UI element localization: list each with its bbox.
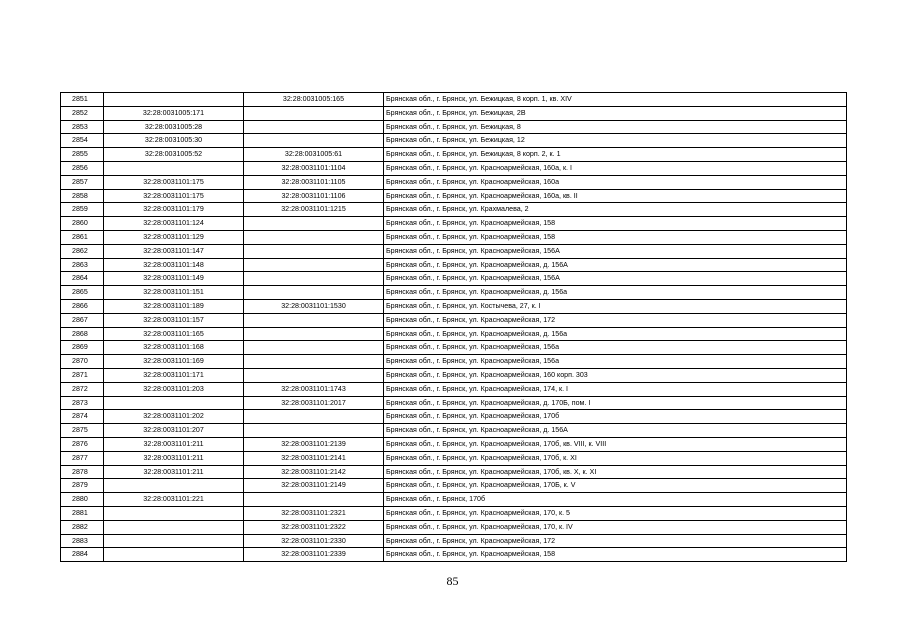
table-row [61, 465, 847, 479]
address-cell: Брянская обл., г. Брянск, ул. Красноармейская, д. 156а [384, 327, 847, 341]
table-row [61, 520, 847, 534]
row-number-cell: 2860 [61, 217, 104, 231]
address-cell: Брянская обл., г. Брянск, ул. Красноармейская, 156А [384, 244, 847, 258]
cadastral-number-cell: 32:28:0031101:157 [104, 313, 244, 327]
cadastral-number-cell: 32:28:0031101:207 [104, 424, 244, 438]
table-row [61, 410, 847, 424]
address-cell: Брянская обл., г. Брянск, ул. Бежицкая, 12 [384, 134, 847, 148]
object-cadastral-number-cell [244, 355, 384, 369]
address-cell: Брянская обл., г. Брянск, ул. Красноармейская, д. 156А [384, 424, 847, 438]
table-row [61, 148, 847, 162]
object-cadastral-number-cell: 32:28:0031101:1743 [244, 382, 384, 396]
row-number-cell: 2879 [61, 479, 104, 493]
table-row [61, 203, 847, 217]
object-cadastral-number-cell [244, 341, 384, 355]
cadastral-number-cell: 32:28:0031101:149 [104, 272, 244, 286]
cadastral-number-cell [104, 534, 244, 548]
table-row [61, 506, 847, 520]
object-cadastral-number-cell: 32:28:0031101:2339 [244, 548, 384, 562]
cadastral-number-cell [104, 548, 244, 562]
table-row [61, 493, 847, 507]
object-cadastral-number-cell: 32:28:0031101:2142 [244, 465, 384, 479]
address-cell: Брянская обл., г. Брянск, ул. Красноармейская, 172 [384, 534, 847, 548]
cadastral-number-cell: 32:28:0031101:175 [104, 175, 244, 189]
cadastral-number-cell: 32:28:0031101:171 [104, 368, 244, 382]
object-cadastral-number-cell [244, 368, 384, 382]
cadastral-number-cell: 32:28:0031005:28 [104, 120, 244, 134]
cadastral-number-cell: 32:28:0031101:211 [104, 451, 244, 465]
table-row [61, 120, 847, 134]
address-cell: Брянская обл., г. Брянск, ул. Красноармейская, 158 [384, 217, 847, 231]
table-row [61, 451, 847, 465]
cadastral-number-cell: 32:28:0031101:179 [104, 203, 244, 217]
address-cell: Брянская обл., г. Брянск, ул. Красноармейская, 160а, кв. II [384, 189, 847, 203]
address-cell: Брянская обл., г. Брянск, ул. Бежицкая, 8 [384, 120, 847, 134]
address-cell: Брянская обл., г. Брянск, ул. Красноармейская, 172 [384, 313, 847, 327]
row-number-cell: 2875 [61, 424, 104, 438]
table-row [61, 368, 847, 382]
row-number-cell: 2869 [61, 341, 104, 355]
object-cadastral-number-cell [244, 106, 384, 120]
table-row [61, 258, 847, 272]
row-number-cell: 2853 [61, 120, 104, 134]
page-number: 85 [446, 574, 459, 588]
address-cell: Брянская обл., г. Брянск, ул. Красноармейская, 170б, кв. VIII, к. VIII [384, 437, 847, 451]
table-row [61, 341, 847, 355]
object-cadastral-number-cell: 32:28:0031101:1104 [244, 161, 384, 175]
row-number-cell: 2867 [61, 313, 104, 327]
object-cadastral-number-cell [244, 134, 384, 148]
registry-table [60, 92, 847, 562]
row-number-cell: 2855 [61, 148, 104, 162]
cadastral-number-cell [104, 520, 244, 534]
row-number-cell: 2872 [61, 382, 104, 396]
table-row [61, 396, 847, 410]
address-cell: Брянская обл., г. Брянск, ул. Красноармейская, 170, к. IV [384, 520, 847, 534]
object-cadastral-number-cell [244, 286, 384, 300]
address-cell: Брянская обл., г. Брянск, ул. Красноармейская, д. 156А [384, 258, 847, 272]
cadastral-number-cell: 32:28:0031005:171 [104, 106, 244, 120]
table-row [61, 134, 847, 148]
cadastral-number-cell [104, 161, 244, 175]
cadastral-number-cell: 32:28:0031101:124 [104, 217, 244, 231]
table-row [61, 424, 847, 438]
object-cadastral-number-cell: 32:28:0031101:1215 [244, 203, 384, 217]
cadastral-number-cell: 32:28:0031101:165 [104, 327, 244, 341]
table-row [61, 217, 847, 231]
cadastral-number-cell: 32:28:0031101:211 [104, 437, 244, 451]
cadastral-number-cell: 32:28:0031101:175 [104, 189, 244, 203]
object-cadastral-number-cell [244, 217, 384, 231]
address-cell: Брянская обл., г. Брянск, ул. Красноармейская, 158 [384, 230, 847, 244]
table-row [61, 437, 847, 451]
row-number-cell: 2852 [61, 106, 104, 120]
row-number-cell: 2876 [61, 437, 104, 451]
cadastral-number-cell [104, 396, 244, 410]
object-cadastral-number-cell: 32:28:0031101:1105 [244, 175, 384, 189]
row-number-cell: 2858 [61, 189, 104, 203]
row-number-cell: 2854 [61, 134, 104, 148]
address-cell: Брянская обл., г. Брянск, ул. Красноармейская, 156А [384, 272, 847, 286]
address-cell: Брянская обл., г. Брянск, ул. Красноармейская, 160а [384, 175, 847, 189]
table-row [61, 244, 847, 258]
object-cadastral-number-cell [244, 244, 384, 258]
cadastral-number-cell: 32:28:0031101:129 [104, 230, 244, 244]
row-number-cell: 2859 [61, 203, 104, 217]
object-cadastral-number-cell [244, 313, 384, 327]
object-cadastral-number-cell: 32:28:0031101:2330 [244, 534, 384, 548]
cadastral-number-cell [104, 93, 244, 107]
address-cell: Брянская обл., г. Брянск, ул. Красноармейская, 170, к. 5 [384, 506, 847, 520]
table-row [61, 272, 847, 286]
object-cadastral-number-cell: 32:28:0031005:61 [244, 148, 384, 162]
object-cadastral-number-cell: 32:28:0031101:2322 [244, 520, 384, 534]
address-cell: Брянская обл., г. Брянск, ул. Бежицкая, 8 корп. 2, к. 1 [384, 148, 847, 162]
address-cell: Брянская обл., г. Брянск, 170б [384, 493, 847, 507]
table-row [61, 175, 847, 189]
table-row [61, 189, 847, 203]
address-cell: Брянская обл., г. Брянск, ул. Красноармейская, 170б [384, 410, 847, 424]
cadastral-number-cell: 32:28:0031101:151 [104, 286, 244, 300]
row-number-cell: 2880 [61, 493, 104, 507]
cadastral-number-cell: 32:28:0031101:189 [104, 299, 244, 313]
cadastral-number-cell: 32:28:0031101:203 [104, 382, 244, 396]
address-cell: Брянская обл., г. Брянск, ул. Красноармейская, 156а [384, 355, 847, 369]
row-number-cell: 2882 [61, 520, 104, 534]
object-cadastral-number-cell [244, 424, 384, 438]
row-number-cell: 2865 [61, 286, 104, 300]
table-row [61, 161, 847, 175]
address-cell: Брянская обл., г. Брянск, ул. Красноармейская, 156а [384, 341, 847, 355]
table-row [61, 355, 847, 369]
object-cadastral-number-cell [244, 230, 384, 244]
row-number-cell: 2870 [61, 355, 104, 369]
address-cell: Брянская обл., г. Брянск, ул. Костычева, 27, к. I [384, 299, 847, 313]
object-cadastral-number-cell: 32:28:0031101:2321 [244, 506, 384, 520]
table-row [61, 106, 847, 120]
table-row [61, 93, 847, 107]
registry-table-body [61, 93, 847, 562]
row-number-cell: 2857 [61, 175, 104, 189]
row-number-cell: 2856 [61, 161, 104, 175]
table-row [61, 230, 847, 244]
table-row [61, 479, 847, 493]
object-cadastral-number-cell: 32:28:0031005:165 [244, 93, 384, 107]
cadastral-number-cell [104, 479, 244, 493]
address-cell: Брянская обл., г. Брянск, ул. Красноармейская, 170б, кв. X, к. XI [384, 465, 847, 479]
table-row [61, 286, 847, 300]
row-number-cell: 2861 [61, 230, 104, 244]
row-number-cell: 2877 [61, 451, 104, 465]
row-number-cell: 2874 [61, 410, 104, 424]
cadastral-number-cell: 32:28:0031101:169 [104, 355, 244, 369]
row-number-cell: 2878 [61, 465, 104, 479]
address-cell: Брянская обл., г. Брянск, ул. Бежицкая, 8 корп. 1, кв. XIV [384, 93, 847, 107]
object-cadastral-number-cell [244, 272, 384, 286]
cadastral-number-cell: 32:28:0031101:211 [104, 465, 244, 479]
object-cadastral-number-cell [244, 258, 384, 272]
row-number-cell: 2862 [61, 244, 104, 258]
object-cadastral-number-cell: 32:28:0031101:1530 [244, 299, 384, 313]
cadastral-number-cell: 32:28:0031101:148 [104, 258, 244, 272]
row-number-cell: 2864 [61, 272, 104, 286]
object-cadastral-number-cell: 32:28:0031101:2017 [244, 396, 384, 410]
object-cadastral-number-cell: 32:28:0031101:2141 [244, 451, 384, 465]
cadastral-number-cell: 32:28:0031005:30 [104, 134, 244, 148]
address-cell: Брянская обл., г. Брянск, ул. Красноармейская, 170б, к. XI [384, 451, 847, 465]
row-number-cell: 2883 [61, 534, 104, 548]
table-row [61, 327, 847, 341]
address-cell: Брянская обл., г. Брянск, ул. Бежицкая, 2В [384, 106, 847, 120]
address-cell: Брянская обл., г. Брянск, ул. Крахмалева, 2 [384, 203, 847, 217]
cadastral-number-cell [104, 506, 244, 520]
cadastral-number-cell: 32:28:0031101:147 [104, 244, 244, 258]
cadastral-number-cell: 32:28:0031101:221 [104, 493, 244, 507]
table-row [61, 548, 847, 562]
table-row [61, 382, 847, 396]
row-number-cell: 2866 [61, 299, 104, 313]
object-cadastral-number-cell: 32:28:0031101:1106 [244, 189, 384, 203]
address-cell: Брянская обл., г. Брянск, ул. Красноармейская, д. 170Б, пом. I [384, 396, 847, 410]
cadastral-number-cell: 32:28:0031005:52 [104, 148, 244, 162]
object-cadastral-number-cell [244, 327, 384, 341]
cadastral-number-cell: 32:28:0031101:168 [104, 341, 244, 355]
row-number-cell: 2881 [61, 506, 104, 520]
row-number-cell: 2868 [61, 327, 104, 341]
address-cell: Брянская обл., г. Брянск, ул. Красноармейская, д. 156а [384, 286, 847, 300]
table-row [61, 299, 847, 313]
row-number-cell: 2873 [61, 396, 104, 410]
object-cadastral-number-cell [244, 410, 384, 424]
address-cell: Брянская обл., г. Брянск, ул. Красноармейская, 158 [384, 548, 847, 562]
object-cadastral-number-cell [244, 120, 384, 134]
object-cadastral-number-cell [244, 493, 384, 507]
row-number-cell: 2851 [61, 93, 104, 107]
address-cell: Брянская обл., г. Брянск, ул. Красноармейская, 174, к. I [384, 382, 847, 396]
cadastral-number-cell: 32:28:0031101:202 [104, 410, 244, 424]
address-cell: Брянская обл., г. Брянск, ул. Красноармейская, 160 корп. 303 [384, 368, 847, 382]
row-number-cell: 2863 [61, 258, 104, 272]
object-cadastral-number-cell: 32:28:0031101:2149 [244, 479, 384, 493]
row-number-cell: 2871 [61, 368, 104, 382]
address-cell: Брянская обл., г. Брянск, ул. Красноармейская, 160а, к. I [384, 161, 847, 175]
row-number-cell: 2884 [61, 548, 104, 562]
object-cadastral-number-cell: 32:28:0031101:2139 [244, 437, 384, 451]
table-row [61, 313, 847, 327]
table-row [61, 534, 847, 548]
address-cell: Брянская обл., г. Брянск, ул. Красноармейская, 170Б, к. V [384, 479, 847, 493]
